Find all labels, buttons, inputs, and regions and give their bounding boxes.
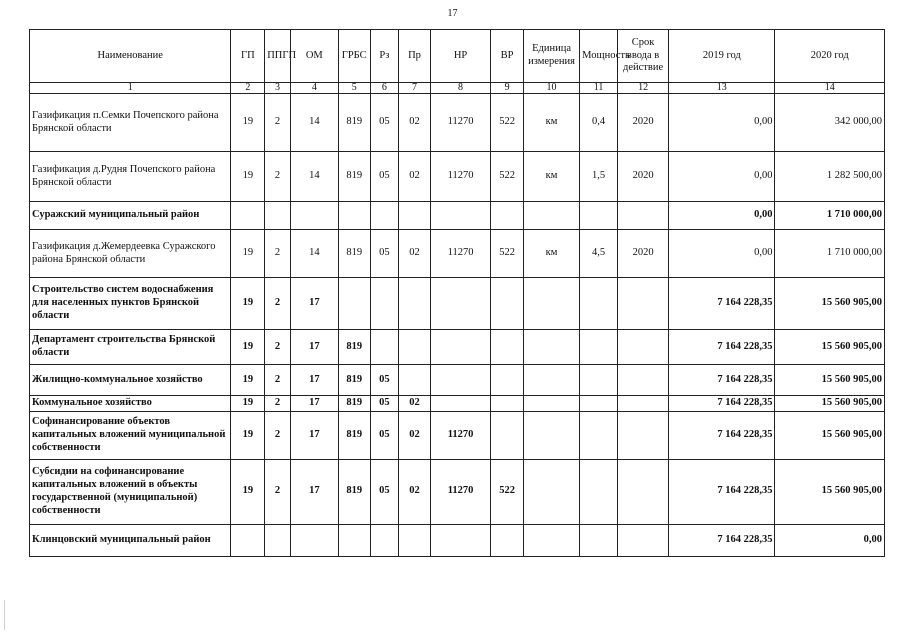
cell-commission-date: 2020 xyxy=(618,94,669,152)
cell-nr: 11270 xyxy=(430,152,490,202)
cell-capacity xyxy=(580,524,618,556)
col-header-2020: 2020 год xyxy=(775,30,885,83)
cell-amount-2019: 0,00 xyxy=(669,152,775,202)
cell-rz xyxy=(370,202,399,230)
column-index-cell: 2 xyxy=(231,83,265,94)
cell-rz: 05 xyxy=(370,94,399,152)
cell-gp xyxy=(231,524,265,556)
cell-unit xyxy=(523,330,579,365)
cell-ppgp: 2 xyxy=(265,330,291,365)
cell-capacity: 1,5 xyxy=(580,152,618,202)
cell-capacity xyxy=(580,365,618,396)
cell-amount-2019: 0,00 xyxy=(669,94,775,152)
cell-unit xyxy=(523,202,579,230)
table-row xyxy=(30,278,885,330)
cell-pr: 02 xyxy=(399,411,431,459)
row-name-cell: Департамент строительства Брянской области xyxy=(30,330,231,365)
cell-nr: 11270 xyxy=(430,94,490,152)
cell-commission-date: 2020 xyxy=(618,152,669,202)
cell-grbs xyxy=(338,278,370,330)
row-name-cell: Газификация д.Жемердеевка Суражского района Брянской области xyxy=(30,230,231,278)
table-row xyxy=(30,396,885,412)
cell-pr: 02 xyxy=(399,459,431,524)
cell-commission-date xyxy=(618,202,669,230)
col-header-grbs: ГРБС xyxy=(338,30,370,83)
col-header-2019: 2019 год xyxy=(669,30,775,83)
cell-ppgp: 2 xyxy=(265,396,291,412)
cell-ppgp: 2 xyxy=(265,152,291,202)
cell-amount-2019: 7 164 228,35 xyxy=(669,365,775,396)
cell-grbs xyxy=(338,202,370,230)
cell-commission-date xyxy=(618,278,669,330)
table-row xyxy=(30,202,885,230)
cell-vr xyxy=(491,524,524,556)
cell-gp: 19 xyxy=(231,396,265,412)
cell-nr xyxy=(430,365,490,396)
col-header-capacity: Мощность xyxy=(580,30,618,83)
cell-pr: 02 xyxy=(399,230,431,278)
cell-vr: 522 xyxy=(491,94,524,152)
cell-amount-2019: 0,00 xyxy=(669,230,775,278)
cell-om xyxy=(290,202,338,230)
cell-grbs xyxy=(338,524,370,556)
column-index-cell: 11 xyxy=(580,83,618,94)
cell-amount-2020: 0,00 xyxy=(775,524,885,556)
cell-rz: 05 xyxy=(370,411,399,459)
cell-vr xyxy=(491,411,524,459)
cell-gp: 19 xyxy=(231,152,265,202)
column-index-cell: 10 xyxy=(523,83,579,94)
cell-om: 14 xyxy=(290,94,338,152)
table-row xyxy=(30,365,885,396)
cell-pr xyxy=(399,365,431,396)
cell-grbs: 819 xyxy=(338,459,370,524)
table-row xyxy=(30,411,885,459)
cell-grbs: 819 xyxy=(338,411,370,459)
cell-unit xyxy=(523,411,579,459)
cell-om: 17 xyxy=(290,278,338,330)
row-name-cell: Коммунальное хозяйство xyxy=(30,396,231,412)
cell-amount-2020: 1 282 500,00 xyxy=(775,152,885,202)
cell-gp: 19 xyxy=(231,365,265,396)
col-header-om: ОМ xyxy=(290,30,338,83)
cell-gp: 19 xyxy=(231,411,265,459)
col-header-unit: Единица измерения xyxy=(523,30,579,83)
cell-capacity xyxy=(580,202,618,230)
header-row xyxy=(30,30,885,83)
cell-nr xyxy=(430,396,490,412)
cell-ppgp: 2 xyxy=(265,365,291,396)
column-index-row xyxy=(30,83,885,94)
cell-vr xyxy=(491,330,524,365)
row-name-cell: Газификация п.Семки Почепского района Брянской области xyxy=(30,94,231,152)
table-row xyxy=(30,330,885,365)
cell-vr: 522 xyxy=(491,152,524,202)
scan-artifact xyxy=(4,600,5,630)
cell-pr xyxy=(399,524,431,556)
cell-commission-date: 2020 xyxy=(618,230,669,278)
cell-om: 14 xyxy=(290,230,338,278)
cell-amount-2020: 15 560 905,00 xyxy=(775,411,885,459)
cell-gp xyxy=(231,202,265,230)
col-header-pr: Пр xyxy=(399,30,431,83)
page-number: 17 xyxy=(447,8,458,19)
cell-commission-date xyxy=(618,365,669,396)
cell-grbs: 819 xyxy=(338,94,370,152)
cell-rz xyxy=(370,330,399,365)
cell-gp: 19 xyxy=(231,94,265,152)
cell-capacity xyxy=(580,411,618,459)
table-row xyxy=(30,152,885,202)
cell-grbs: 819 xyxy=(338,365,370,396)
cell-capacity xyxy=(580,459,618,524)
cell-unit: км xyxy=(523,230,579,278)
cell-amount-2020: 1 710 000,00 xyxy=(775,230,885,278)
cell-nr xyxy=(430,524,490,556)
cell-amount-2019: 7 164 228,35 xyxy=(669,278,775,330)
table-row xyxy=(30,459,885,524)
cell-commission-date xyxy=(618,459,669,524)
cell-rz xyxy=(370,524,399,556)
row-name-cell: Софинансирование объектов капитальных вложений муниципальной собственности xyxy=(30,411,231,459)
cell-rz: 05 xyxy=(370,396,399,412)
cell-vr xyxy=(491,202,524,230)
cell-rz: 05 xyxy=(370,230,399,278)
cell-amount-2019: 7 164 228,35 xyxy=(669,459,775,524)
cell-om: 17 xyxy=(290,459,338,524)
cell-grbs: 819 xyxy=(338,152,370,202)
cell-nr: 11270 xyxy=(430,411,490,459)
column-index-cell: 9 xyxy=(491,83,524,94)
cell-pr xyxy=(399,330,431,365)
cell-amount-2020: 15 560 905,00 xyxy=(775,396,885,412)
cell-nr xyxy=(430,202,490,230)
cell-amount-2019: 7 164 228,35 xyxy=(669,396,775,412)
cell-gp: 19 xyxy=(231,278,265,330)
col-header-commission-date: Срок ввода в действие xyxy=(618,30,669,83)
cell-vr xyxy=(491,396,524,412)
cell-om: 17 xyxy=(290,396,338,412)
cell-grbs: 819 xyxy=(338,330,370,365)
cell-vr xyxy=(491,365,524,396)
cell-nr: 11270 xyxy=(430,230,490,278)
column-index-cell: 5 xyxy=(338,83,370,94)
cell-amount-2019: 7 164 228,35 xyxy=(669,411,775,459)
budget-table xyxy=(29,29,885,557)
column-index-cell: 6 xyxy=(370,83,399,94)
cell-om xyxy=(290,524,338,556)
cell-rz: 05 xyxy=(370,459,399,524)
cell-rz: 05 xyxy=(370,152,399,202)
cell-commission-date xyxy=(618,396,669,412)
cell-unit xyxy=(523,459,579,524)
col-header-rz: Рз xyxy=(370,30,399,83)
cell-capacity: 4,5 xyxy=(580,230,618,278)
cell-commission-date xyxy=(618,411,669,459)
cell-grbs: 819 xyxy=(338,230,370,278)
cell-amount-2020: 15 560 905,00 xyxy=(775,365,885,396)
cell-ppgp: 2 xyxy=(265,278,291,330)
column-index-cell: 4 xyxy=(290,83,338,94)
cell-amount-2020: 342 000,00 xyxy=(775,94,885,152)
cell-ppgp xyxy=(265,524,291,556)
cell-capacity xyxy=(580,330,618,365)
cell-gp: 19 xyxy=(231,459,265,524)
cell-amount-2020: 15 560 905,00 xyxy=(775,330,885,365)
cell-capacity: 0,4 xyxy=(580,94,618,152)
column-index-cell: 1 xyxy=(30,83,231,94)
col-header-gp: ГП xyxy=(231,30,265,83)
cell-unit xyxy=(523,365,579,396)
cell-amount-2020: 15 560 905,00 xyxy=(775,278,885,330)
column-index-cell: 8 xyxy=(430,83,490,94)
cell-ppgp: 2 xyxy=(265,94,291,152)
cell-gp: 19 xyxy=(231,230,265,278)
cell-amount-2019: 0,00 xyxy=(669,202,775,230)
column-index-cell: 12 xyxy=(618,83,669,94)
col-header-vr: ВР xyxy=(491,30,524,83)
row-name-cell: Субсидии на софинансирование капитальных вложений в объекты государственной (муниципальной) собственности xyxy=(30,459,231,524)
cell-vr: 522 xyxy=(491,230,524,278)
col-header-nr: НР xyxy=(430,30,490,83)
table-row xyxy=(30,230,885,278)
cell-unit xyxy=(523,396,579,412)
cell-om: 17 xyxy=(290,330,338,365)
cell-unit xyxy=(523,524,579,556)
cell-commission-date xyxy=(618,330,669,365)
cell-ppgp: 2 xyxy=(265,411,291,459)
col-header-ppgp: ППГП xyxy=(265,30,291,83)
row-name-cell: Клинцовский муниципальный район xyxy=(30,524,231,556)
cell-pr xyxy=(399,278,431,330)
cell-rz: 05 xyxy=(370,365,399,396)
row-name-cell: Жилищно-коммунальное хозяйство xyxy=(30,365,231,396)
cell-ppgp: 2 xyxy=(265,230,291,278)
cell-unit: км xyxy=(523,94,579,152)
cell-pr: 02 xyxy=(399,94,431,152)
row-name-cell: Газификация д.Рудня Почепского района Брянской области xyxy=(30,152,231,202)
cell-amount-2019: 7 164 228,35 xyxy=(669,524,775,556)
cell-amount-2019: 7 164 228,35 xyxy=(669,330,775,365)
cell-ppgp xyxy=(265,202,291,230)
cell-ppgp: 2 xyxy=(265,459,291,524)
cell-pr: 02 xyxy=(399,152,431,202)
table-row xyxy=(30,524,885,556)
cell-amount-2020: 15 560 905,00 xyxy=(775,459,885,524)
cell-vr xyxy=(491,278,524,330)
column-index-cell: 13 xyxy=(669,83,775,94)
cell-nr xyxy=(430,278,490,330)
cell-capacity xyxy=(580,278,618,330)
col-header-name: Наименование xyxy=(30,30,231,83)
table-row xyxy=(30,94,885,152)
cell-nr: 11270 xyxy=(430,459,490,524)
cell-rz xyxy=(370,278,399,330)
cell-om: 14 xyxy=(290,152,338,202)
row-name-cell: Строительство систем водоснабжения для населенных пунктов Брянской области xyxy=(30,278,231,330)
cell-om: 17 xyxy=(290,365,338,396)
cell-capacity xyxy=(580,396,618,412)
cell-vr: 522 xyxy=(491,459,524,524)
cell-commission-date xyxy=(618,524,669,556)
row-name-cell: Суражский муниципальный район xyxy=(30,202,231,230)
cell-grbs: 819 xyxy=(338,396,370,412)
cell-unit: км xyxy=(523,152,579,202)
cell-amount-2020: 1 710 000,00 xyxy=(775,202,885,230)
cell-pr: 02 xyxy=(399,396,431,412)
cell-unit xyxy=(523,278,579,330)
cell-nr xyxy=(430,330,490,365)
cell-pr xyxy=(399,202,431,230)
column-index-cell: 14 xyxy=(775,83,885,94)
cell-gp: 19 xyxy=(231,330,265,365)
cell-om: 17 xyxy=(290,411,338,459)
column-index-cell: 3 xyxy=(265,83,291,94)
column-index-cell: 7 xyxy=(399,83,431,94)
